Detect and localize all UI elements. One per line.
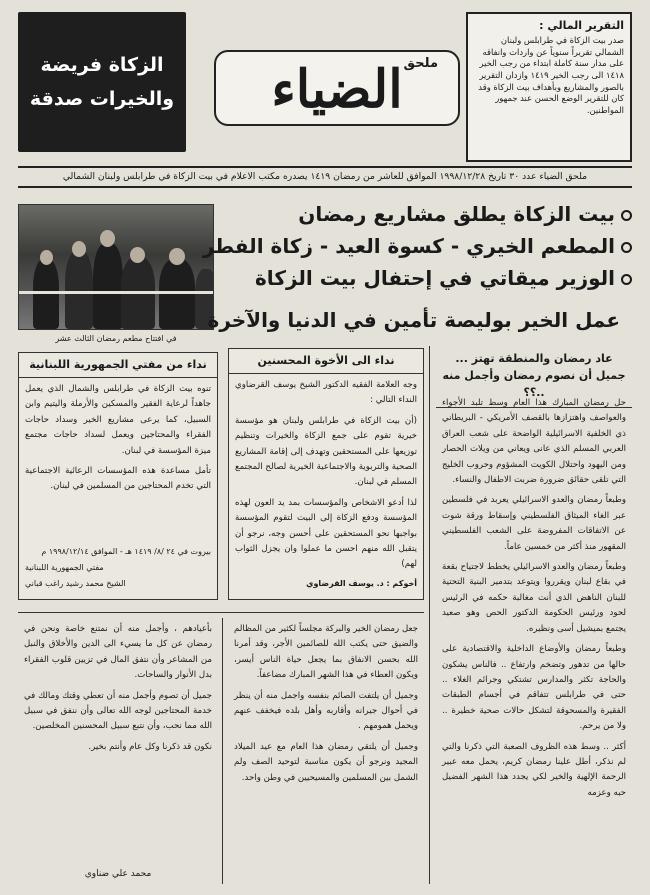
finance-report-text: صدر بيت الزكاة في طرابلس ولبنان الشمالي تقريراً سنوياً عن واردات وانفاقه على مدار سنة كاملة ابتداء من رجب الخير ١٤١٨ الى رجب الخير ١٤١٩ وازدان التقرير بالصور والمشاريع وبأهداف بيت الزكاة وقد كان للتقرير الوضع الحسن عند جمهور المواطنين. <box>478 35 624 115</box>
article-author: محمد علي ضناوي <box>84 869 152 879</box>
finance-report-box <box>466 12 632 162</box>
bullet-circle-icon <box>621 274 632 285</box>
paragraph: أكثر .. وسط هذه الظروف الصعبة التي ذكرنا والتي لم نذكر، أطل علينا رمضان كريم، يحمل معه عبير الرحمة الإلهية والخير لكي يجدد هذا الشهر الفضيل حبه وعزمه <box>442 741 626 798</box>
paragraph: وجميل أن يلتقي رمضان هذا العام مع عيد الميلاد المجيد ونرجو أن يكون مناسبة لتوحيد الصف ولم الشمل بين المسلمين والمسيحيين في وطن واحد. <box>234 741 418 783</box>
slogan-line: الزكاة فريضة <box>40 54 164 76</box>
paragraph: وجه العلامة الفقيه الدكتور الشيخ يوسف القرضاوي النداء التالي : <box>235 380 417 406</box>
issue-info-line: ملحق الضياء عدد ٣٠ تاريخ ١٩٩٨/١٢/٢٨ الموافق للعاشر من رمضان ١٤١٩ يصدره مكتب الاعلام في بيت الزكاة في طرابلس ولبنان الشمالي <box>18 166 632 188</box>
headline-main: عمل الخير بوليصة تأمين في الدنيا والآخرة <box>207 308 620 332</box>
mufti-box <box>18 352 218 600</box>
paragraph: جعل رمضان الخير والبركة مجلساً لكثير من المظالم والضيق حتى يكتب الله للصائمين الأجر، وقد أمرنا الله بحسن الانفاق بما يجعل حياة الناس أيسر، ويكون العطاء في هذا الشهر المبارك مضاعفاً. <box>234 624 418 681</box>
ramadan-article-title: عاد رمضان والمنطقة تهتز ... جميل أن نصوم رمضان وأجمل منه ..؟؟ <box>436 350 632 408</box>
slogan-line: والخيرات صدقة <box>29 88 175 110</box>
mufti-signature-role: مفتي الجمهورية اللبنانية <box>25 563 104 572</box>
photo-caption: في افتتاح مطعم رمضان الثالث عشر <box>55 334 177 343</box>
logo-supplement-label: ملحق <box>403 56 438 71</box>
headline: المطعم الخيري - كسوة العيد - زكاة الفطر <box>203 232 632 260</box>
paragraph: وطبعاً رمضان والعدو الاسرائيلي يخطط لاجتياح بقعة في بقاع لبنان ويقرروا ويتوعد بتدمير البنية التحتية للبنان الناهض الذي أنت مغالبة حكمه في الرئيس لحود ورئيس الحكومة الدكتور الحص وهو صعيد يجتمع بميشيل أسى ونظيره. <box>442 562 626 634</box>
appeal-body <box>229 374 423 576</box>
paragraph: وجميل أن يلتفت الصائم بنفسه واجمل منه أن ينظر في أحوال جيرانه وأقاربه وأهل بلده فيخفف عنهم ويحمل همومهم . <box>234 690 418 732</box>
appeal-box <box>228 348 424 600</box>
mufti-signature-name: الشيخ محمد رشيد راغب قباني <box>25 579 126 588</box>
paragraph: وطبعاً رمضان والعدو الاسرائيلي يعربد في فلسطين عبر الغاء الميثاق الفلسطيني وإسقاط ورقة شوت عن الاتفاقات المفروضة على الشعب الفلسطيني المقهور منذ أكثر من خمسين عاماً. <box>442 495 626 552</box>
paragraph: (أن بيت الزكاة في طرابلس ولبنان هو مؤسسة خيرية تقوم على جمع الزكاة والخيرات وتنظيم توزيعها على المستحقين وتهدف إلى إقامة المشاريع الصحية والتربوية والاجتماعية الخيرية لصالح المجتمع المسلم في لبنان. <box>235 415 417 488</box>
column-divider <box>429 346 430 884</box>
bullet-circle-icon <box>621 210 632 221</box>
newspaper-logo <box>214 50 460 126</box>
headline: الوزير ميقاتي في إحتفال بيت الزكاة <box>255 264 632 292</box>
paragraph: حل رمضان المبارك هذا العام وسط تلبد الأجواء والعواصف واهتزازها بالقصف الأمريكي - البريطاني ذي الخلفية الاسرائيلية الواضحة على شعب العراق العربي المسلم الذي عانى ويعاني من ويلات الحصار ومن اليهود واحتلال الكويت المشؤوم وحروب الخليج التي تلقى حقائق ضرورة ضربت الاطفال والنساء. <box>442 398 626 486</box>
paragraph: لذا أدعو الاشخاص والمؤسسات بمد يد العون لهذه المؤسسة ودفع الزكاة إلى البيت لتقوم المؤسسة بواجبها نحو المستحقين على أحسن وجه، نرجو أن يتقبل الله منهم احسن ما عملوا وان يجزل الثواب لهم) <box>235 497 417 570</box>
headline: بيت الزكاة يطلق مشاريع رمضان <box>298 200 632 228</box>
paragraph: تنوه بيت الزكاة في طرابلس والشمال الذي يعمل جاهداً لرعاية الفقير والمسكين والأرملة واليتيم وابن السبيل، كما يرعى مشاريع الخير وسداد حاجات الفقراء والمحتاجين ويعمل لسداد حاجات مجتمع ميزة المؤسسة في لبنان. <box>25 384 211 456</box>
appeal-title: نداء الى الأخوة المحسنين <box>229 349 423 374</box>
paragraph: جميل أن تصوم وأجمل منه أن تعطي وقتك ومالك في خدمة المحتاجين لوجه الله تعالى وأن ننفق في سبيل الله مما نحب، وأن نتبع سبيل المحسنين المخلصين. <box>24 690 212 732</box>
paragraph: تأمل مساعدة هذه المؤسسات الرعائية الاجتماعية التي تخدم المحتاجين من المسلمين في لبنان. <box>25 466 211 492</box>
continuation-column-left <box>18 618 218 864</box>
continuation-column-middle <box>228 618 424 884</box>
column-divider <box>222 618 223 884</box>
mufti-title: نداء من مفتي الجمهورية اللبنانية <box>19 353 217 378</box>
finance-report-title: التقرير المالي : <box>539 19 624 32</box>
paragraph: وطبعاً رمضان والأوضاع الداخلية والاقتصادية على حالها من تدهور وتضخم وارتفاع .. فالناس يشكون والحاجة تكثر والمدارس تشتكي وجرائم الغلاء .. حتى في طرابلس تتفاقم في أجسام الطبقات الفقيرة والمسحوقة لتشكل حالات صحية خطيرة .. ولا من يرحم. <box>442 644 626 732</box>
paragraph: بأعيادهم ، وأجمل منه أن نمتنع خاصة ونحن في رمضان عن كل ما يسيء الى الدين والأخلاق والنبل من المشاعر وأن نتفق المال في تزيين قلوب الفقراء بدل الأنوار والساحات. <box>24 624 212 681</box>
logo-title: الضياء <box>271 59 403 120</box>
paragraph: نكون قد ذكرنا وكل عام وأنتم بخير. <box>88 741 212 752</box>
mufti-date: بيروت في ٢٤ /٨/ ١٤١٩ هـ - الموافق ١٩٩٨/١٢/١٤ م <box>41 547 211 556</box>
section-divider <box>18 612 424 613</box>
ramadan-article-body <box>436 392 632 884</box>
ceremony-photo <box>18 204 214 330</box>
slogan-box <box>18 12 186 152</box>
mufti-body <box>19 378 217 544</box>
bullet-circle-icon <box>621 242 632 253</box>
appeal-signature: أخوكم : د. يوسف القرضاوي <box>306 579 417 588</box>
